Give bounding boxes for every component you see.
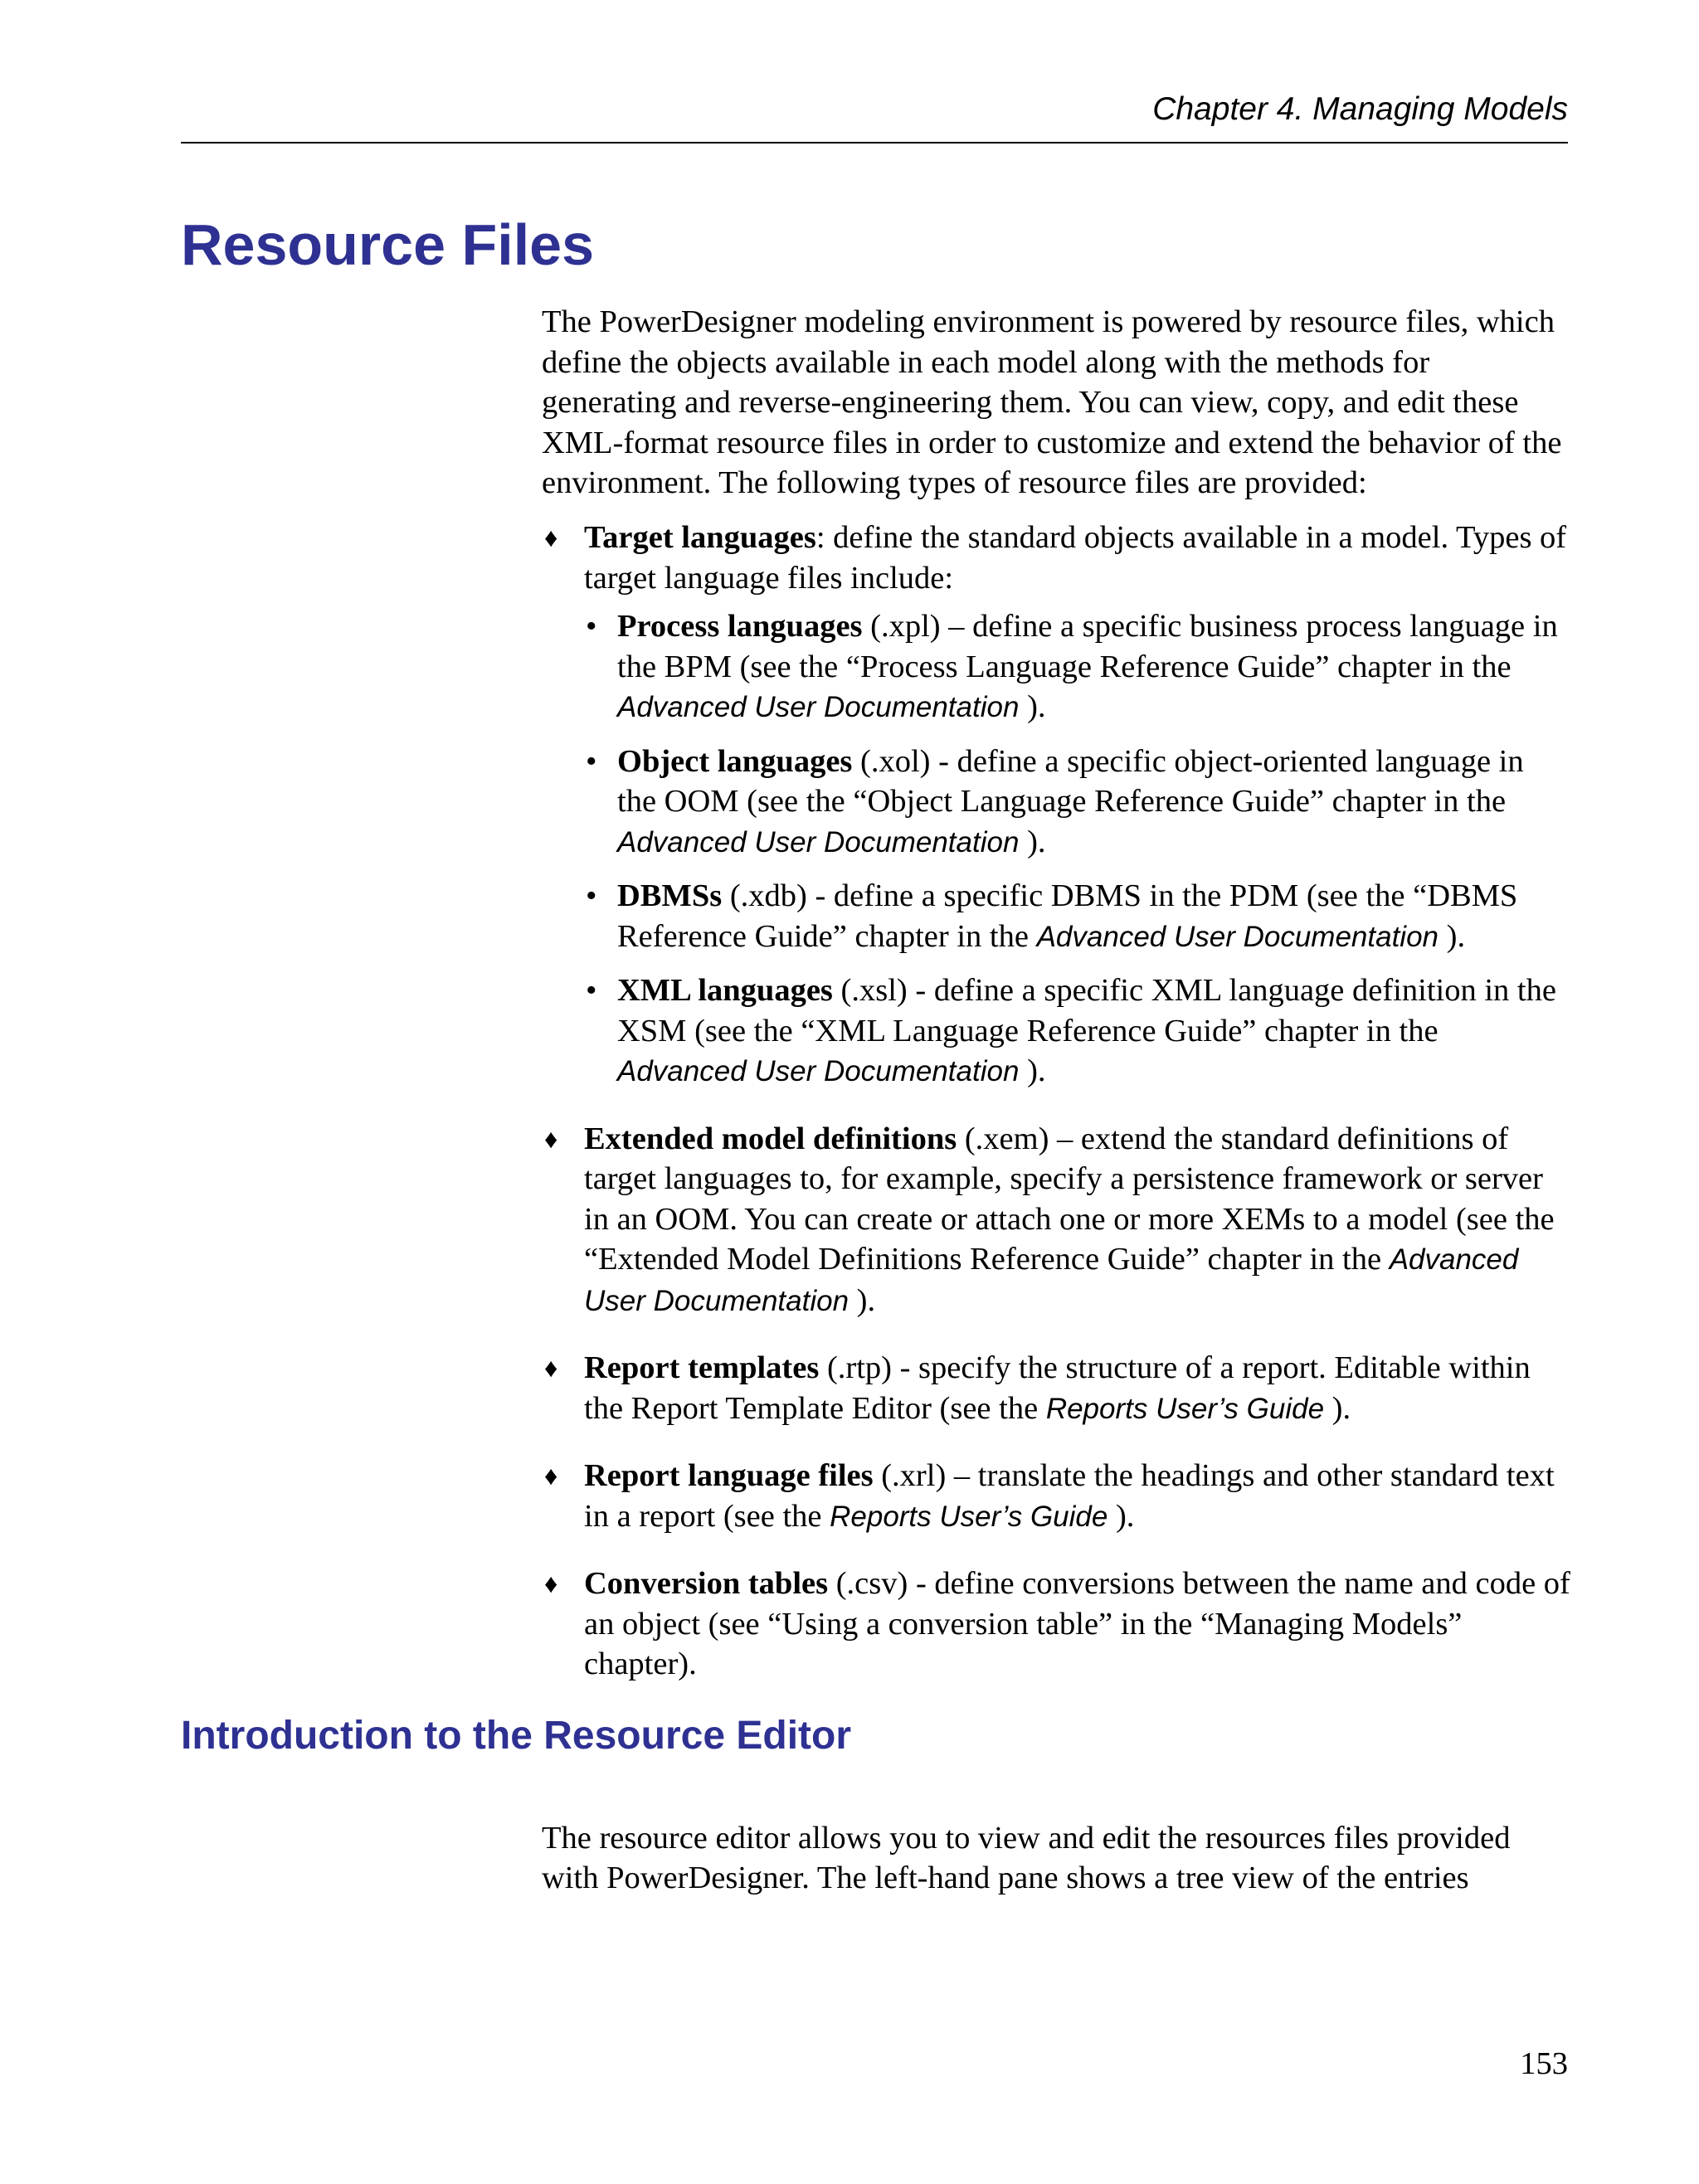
list-item-dbmss	[584, 876, 1570, 957]
page-number: 153	[1520, 2046, 1568, 2081]
doc-reference: Advanced User Documentation	[617, 1055, 1020, 1087]
term-description: (.xdb) - define a specific DBMS in the PDM (see the “DBMS Reference Guide” chapter in the	[617, 878, 1518, 954]
list-item-target-languages	[542, 518, 1570, 1092]
list-item-report-language-files	[542, 1456, 1570, 1537]
term-target-languages: Target languages	[584, 520, 816, 555]
header-rule	[181, 142, 1568, 143]
section-heading: Introduction to the Resource Editor	[181, 1714, 852, 1758]
doc-reference: Advanced User Documentation	[617, 691, 1020, 723]
term-description: (.xsl) - define a specific XML language definition in the XSM (see the “XML Language Reference Guide” chapter in the	[617, 973, 1556, 1048]
diamond-bullet-icon: ♦	[544, 523, 558, 552]
term-object-languages: Object languages	[617, 743, 853, 779]
term-description: (.xrl) – translate the headings and other standard text in a report (see the	[584, 1458, 1555, 1534]
term-description-end: ).	[1324, 1390, 1351, 1426]
term-description-end: ).	[1108, 1498, 1135, 1534]
term-description-end: ).	[1439, 918, 1466, 954]
term-description-end: ).	[1019, 689, 1046, 724]
list-item-xml-languages	[584, 970, 1570, 1092]
list-item-process-languages	[584, 606, 1570, 728]
doc-reference: Advanced User Documentation	[584, 1243, 1519, 1317]
intro-paragraph: The PowerDesigner modeling environment is powered by resource files, which define the objects available in each model along with the methods for generating and reverse-engineering them. You can view, copy, and edit these XML-format resource files in order to customize and extend the behavior of the environment. The following types of resource files are provided:	[542, 304, 1562, 500]
running-header: Chapter 4. Managing Models	[1152, 91, 1568, 127]
diamond-bullet-icon: ♦	[544, 1461, 558, 1491]
section-paragraph: The resource editor allows you to view and edit the resources files provided with PowerDesigner. The left-hand pane shows a tree view of the entries	[542, 1820, 1511, 1895]
term-dbmss: DBMSs	[617, 878, 723, 913]
term-description-end: ).	[1019, 1053, 1046, 1088]
diamond-bullet-icon: ♦	[544, 1569, 558, 1598]
round-bullet-icon: •	[586, 609, 597, 644]
page-title: Resource Files	[181, 212, 594, 277]
term-description: (.xpl) – define a specific business process language in the BPM (see the “Process Language Reference Guide” chapter in the	[617, 609, 1558, 684]
term-conversion-tables: Conversion tables	[584, 1566, 829, 1601]
resource-types-list-wrap	[542, 518, 1570, 1685]
term-description: (.xem) – extend the standard definitions of target languages to, for example, specify a persistence framework or server in an OOM. You can create or attach one or more XEMs to a model (see the “Extended Model Definitions Reference Guide” chapter in the	[584, 1121, 1555, 1277]
round-bullet-icon: •	[586, 743, 597, 779]
term-description-end: ).	[1019, 824, 1046, 859]
target-language-types-list	[584, 606, 1570, 1092]
doc-reference: Advanced User Documentation	[617, 825, 1020, 859]
term-description: : define the standard objects available in a model. Types of target language files include:	[584, 520, 1567, 596]
doc-reference: Reports User’s Guide	[830, 1500, 1108, 1533]
term-extended-model-definitions: Extended model definitions	[584, 1121, 957, 1156]
term-process-languages: Process languages	[617, 609, 863, 644]
round-bullet-icon: •	[586, 878, 597, 913]
round-bullet-icon: •	[586, 973, 597, 1008]
list-item-object-languages	[584, 742, 1570, 863]
list-item-extended-model-definitions	[542, 1119, 1570, 1322]
term-report-language-files: Report language files	[584, 1458, 874, 1493]
resource-types-list	[542, 518, 1570, 1685]
doc-reference: Advanced User Documentation	[1036, 920, 1439, 953]
term-description: (.rtp) - specify the structure of a report. Editable within the Report Template Editor (see the	[584, 1350, 1531, 1426]
term-description: (.xol) - define a specific object-oriented language in the OOM (see the “Object Language Reference Guide” chapter in the	[617, 743, 1524, 819]
term-xml-languages: XML languages	[617, 973, 833, 1008]
doc-reference: Reports User’s Guide	[1045, 1392, 1325, 1425]
diamond-bullet-icon: ♦	[544, 1123, 558, 1154]
term-description-end: ).	[849, 1282, 876, 1318]
list-item-conversion-tables	[542, 1564, 1570, 1685]
term-report-templates: Report templates	[584, 1350, 820, 1385]
diamond-bullet-icon: ♦	[544, 1353, 558, 1383]
list-item-report-templates	[542, 1348, 1570, 1429]
term-description: (.csv) - define conversions between the name and code of an object (see “Using a conversion table” in the “Managing Models” chapter).	[584, 1566, 1570, 1681]
